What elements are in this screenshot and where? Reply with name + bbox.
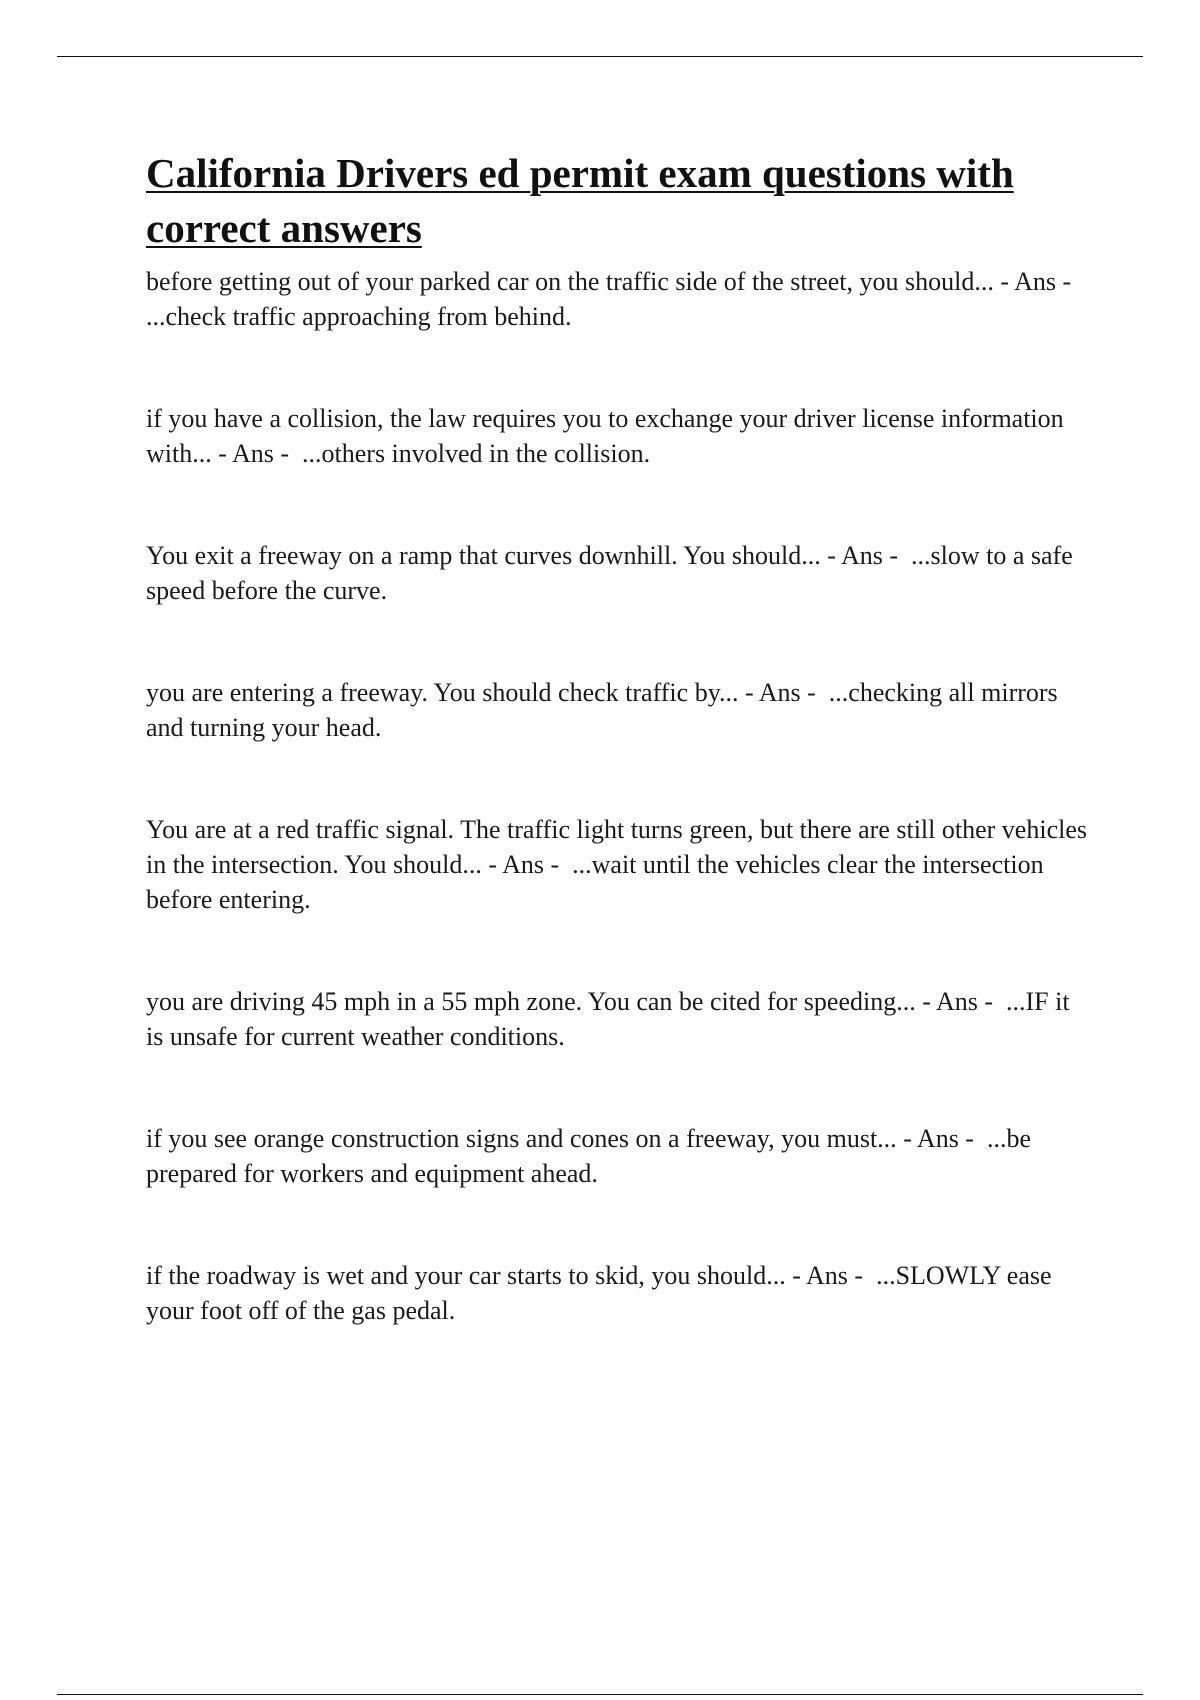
- answer-text: ...others involved in the collision.: [295, 439, 651, 468]
- qa-item: [146, 538, 1091, 608]
- qa-item: [146, 1258, 1091, 1328]
- question-text: you are driving 45 mph in a 55 mph zone. You can be cited for speeding...: [146, 987, 916, 1016]
- question-text: before getting out of your parked car on the traffic side of the street, you should...: [146, 267, 994, 296]
- qa-item: [146, 675, 1091, 745]
- document-body: [146, 146, 1091, 1328]
- qa-list: [146, 264, 1091, 1328]
- qa-item: [146, 264, 1091, 334]
- answer-text: ...slow to a safe speed before the curve.: [146, 541, 1073, 605]
- answer-separator: - Ans -: [211, 439, 296, 468]
- answer-text: ...wait until the vehicles clear the intersection before entering.: [146, 850, 1044, 914]
- qa-item: [146, 984, 1091, 1054]
- answer-text: ...SLOWLY ease your foot off of the gas pedal.: [146, 1261, 1052, 1325]
- question-text: if you see orange construction signs and cones on a freeway, you must...: [146, 1124, 897, 1153]
- answer-separator: - Ans -: [993, 267, 1078, 296]
- bottom-divider: [57, 1694, 1143, 1695]
- qa-item: [146, 401, 1091, 471]
- question-text: you are entering a freeway. You should check traffic by...: [146, 678, 739, 707]
- answer-separator: - Ans -: [896, 1124, 981, 1153]
- answer-separator: - Ans -: [820, 541, 905, 570]
- qa-item: [146, 812, 1091, 917]
- answer-text: ...be prepared for workers and equipment ahead.: [146, 1124, 1032, 1188]
- answer-text: ...checking all mirrors and turning your head.: [146, 678, 1058, 742]
- question-text: You are at a red traffic signal. The traffic light turns green, but there are still other vehicles in the intersection. You should...: [146, 815, 1087, 879]
- answer-text: ...check traffic approaching from behind.: [146, 302, 572, 331]
- answer-separator: - Ans -: [738, 678, 823, 707]
- answer-separator: - Ans -: [785, 1261, 870, 1290]
- answer-separator: - Ans -: [481, 850, 566, 879]
- answer-separator: - Ans -: [915, 987, 1000, 1016]
- document-title: California Drivers ed permit exam questions with correct answers: [146, 150, 1014, 251]
- answer-text: ...IF it is unsafe for current weather conditions.: [146, 987, 1070, 1051]
- question-text: if you have a collision, the law requires you to exchange your driver license information with...: [146, 404, 1064, 468]
- question-text: You exit a freeway on a ramp that curves downhill. You should...: [146, 541, 821, 570]
- question-text: if the roadway is wet and your car starts to skid, you should...: [146, 1261, 786, 1290]
- top-divider: [57, 56, 1143, 57]
- qa-item: [146, 1121, 1091, 1191]
